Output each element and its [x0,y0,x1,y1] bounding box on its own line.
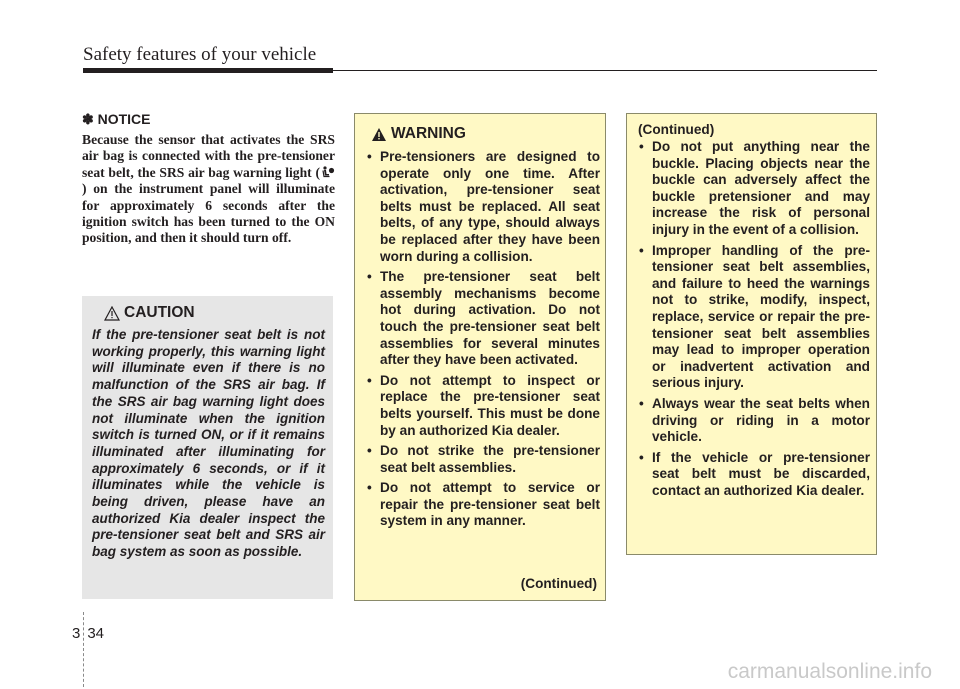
page-margin-line [83,612,84,687]
continued-warning-box [626,113,877,555]
warning-list [365,149,600,534]
caution-box [82,296,333,599]
caution-title [104,304,195,322]
continued-list [637,139,870,503]
warning-item: • The pre-tensioner seat belt assembly mechanisms become hot during activation. Do not touch the pre-tensioner seat belt assemblies for several minutes after they have been activated. [365,269,600,369]
srs-airbag-warning-icon [320,166,335,179]
continued-heading: (Continued) [638,122,715,137]
warning-triangle-filled-icon [371,127,387,142]
caution-body: If the pre-tensioner seat belt is not working properly, this warning light will illuminate even if there is no malfunction of the SRS air bag. If the SRS air bag warning light does not illuminate when the ignition switch is turned ON, or if it remains illuminated after illuminating for approximately 6 seconds, or if it illuminates while the vehicle is being driven, please have an authorized Kia dealer inspect the pre-tensioner seat belt and SRS air bag system as soon as possible. [92,327,325,560]
notice-text-after-icon: ) on the instrument panel will illuminate for approximately 6 seconds after the ignition switch has been turned to the ON position, and then it should turn off. [82,181,335,246]
warning-item: • Do not strike the pre-tensioner seat belt assemblies. [365,443,600,476]
warning-box [354,113,606,601]
page-header-title: Safety features of your vehicle [83,44,317,65]
warning-item: • Do not attempt to inspect or replace the pre-tensioner seat belts yourself. This must be done by an authorized Kia dealer. [365,373,600,439]
page-number [72,625,104,642]
page-number-value: 34 [87,625,105,642]
notice-text-before-icon: Because the sensor that activates the SRS air bag is connected with the pre-tensioner seat belt, the SRS air bag warning light ( [82,132,335,180]
warning-triangle-outline-icon [104,306,120,321]
caution-title-text: CAUTION [124,304,195,321]
header-bar [83,68,333,73]
notice-heading: ✽ NOTICE [82,111,151,127]
warning-title [371,125,466,143]
continued-item: • If the vehicle or pre-tensioner seat belt must be discarded, contact an authorized Kia dealer. [637,450,870,500]
warning-continued-label: (Continued) [520,576,597,591]
warning-title-text: WARNING [391,125,466,142]
continued-item: • Do not put anything near the buckle. Placing objects near the buckle can adversely affect the buckle pretensioner and may increase the risk of personal injury in the event of a collision. [637,139,870,239]
watermark: carmanualsonline.info [727,660,932,683]
continued-item: • Improper handling of the pre-tensioner seat belt assemblies, and failure to heed the warnings not to strike, modify, inspect, replace, service or repair the pre-tensioner seat belt assemblies may lead to improper operation or inadvertent activation and serious injury. [637,243,870,392]
warning-item: • Pre-tensioners are designed to operate only one time. After activation, pre-tensioner seat belts must be replaced. All seat belts, of any type, should always be replaced after they have been worn during a collision. [365,149,600,265]
warning-item: • Do not attempt to service or repair the pre-tensioner seat belt system in any manner. [365,480,600,530]
header-rule [333,70,877,71]
continued-item: • Always wear the seat belts when driving or riding in a motor vehicle. [637,396,870,446]
page-section-number: 3 [72,625,81,642]
notice-body [82,132,335,247]
